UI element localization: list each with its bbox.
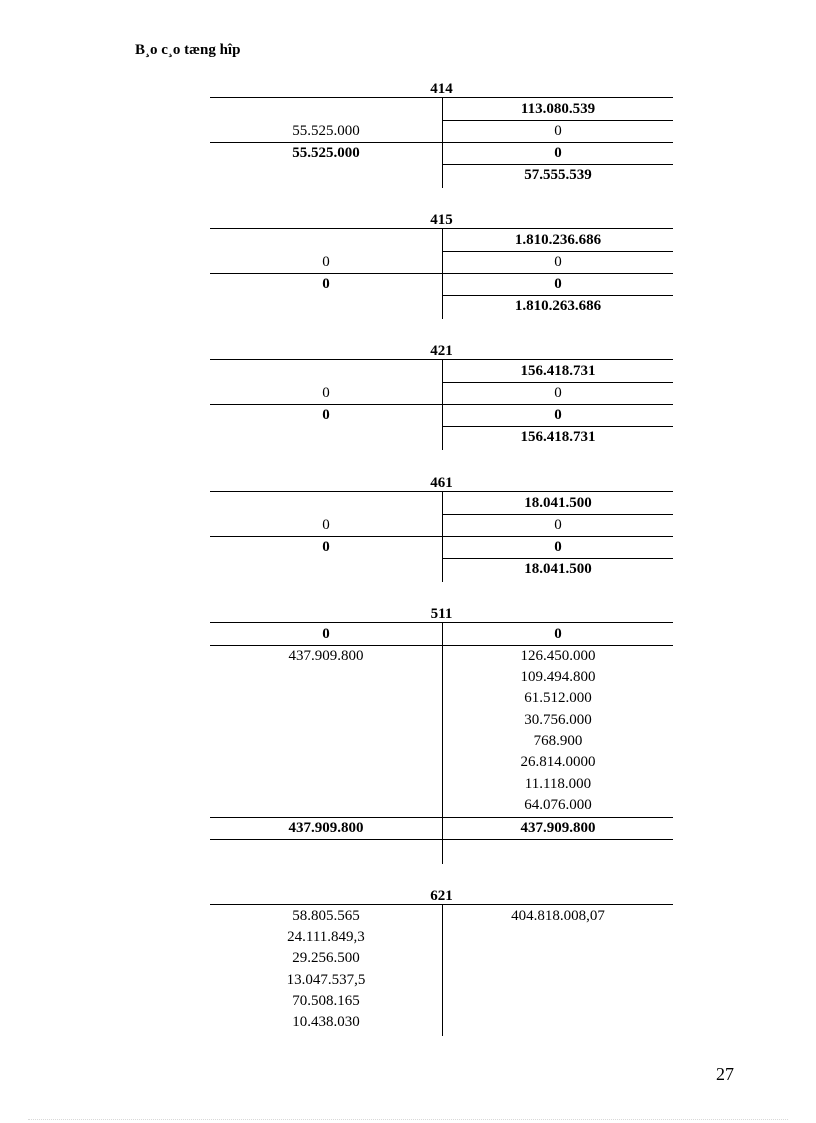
credit-entry: 0: [554, 385, 562, 401]
footer-rule: [28, 1119, 788, 1120]
credit-entry: 0: [554, 254, 562, 270]
debit-entry: 58.805.565: [292, 908, 360, 924]
debit-total: 0: [322, 539, 330, 555]
opening-balance: 156.418.731: [520, 363, 596, 379]
debit-entry: 13.047.537,5: [286, 972, 366, 988]
credit-total: 0: [554, 539, 562, 555]
opening-balance: 1.810.236.686: [514, 232, 602, 248]
t-account-621: [210, 888, 673, 1036]
account-number: 415: [210, 212, 673, 229]
credit-entry: 30.756.000: [524, 712, 592, 728]
closing-balance: 18.041.500: [524, 561, 592, 577]
credit-entry: 0: [554, 517, 562, 533]
credit-total: 0: [554, 407, 562, 423]
account-number: 414: [210, 81, 673, 98]
account-number: 461: [210, 475, 673, 492]
credit-total: 0: [554, 145, 562, 161]
debit-entry: 0: [322, 385, 330, 401]
t-account-461: [210, 475, 673, 582]
closing-balance: 57.555.539: [524, 167, 592, 183]
t-account-415: [210, 212, 673, 319]
credit-entry: 126.450.000: [520, 648, 596, 664]
credit-entry: 64.076.000: [524, 797, 592, 813]
debit-entry: 24.111.849,3: [287, 929, 365, 945]
debit-entry: 0: [322, 254, 330, 270]
debit-total: 0: [322, 407, 330, 423]
credit-entry: 26.814.0000: [520, 754, 596, 770]
t-account-421: [210, 343, 673, 450]
credit-entry: 11.118.000: [524, 776, 592, 792]
debit-entry: 437.909.800: [288, 648, 364, 664]
credit-total: 0: [554, 276, 562, 292]
closing-balance: 156.418.731: [520, 429, 596, 445]
page-number: 27: [716, 1064, 734, 1084]
debit-entry: 70.508.165: [292, 993, 360, 1009]
credit-entry: 61.512.000: [524, 690, 592, 706]
debit-entry: 0: [322, 517, 330, 533]
credit-entry: 768.900: [533, 733, 583, 749]
credit-entry: 0: [554, 123, 562, 139]
credit-total: 437.909.800: [520, 820, 596, 836]
opening-balance: 113.080.539: [520, 101, 596, 117]
t-account-511: [210, 606, 673, 864]
t-account-414: [210, 81, 673, 188]
debit-entry: 10.438.030: [292, 1014, 360, 1030]
debit-total: 0: [322, 276, 330, 292]
opening-debit: 0: [322, 626, 330, 642]
account-number: 621: [210, 888, 673, 905]
credit-entry: 109.494.800: [520, 669, 596, 685]
debit-total: 437.909.800: [288, 820, 364, 836]
debit-entry: 55.525.000: [292, 123, 360, 139]
debit-total: 55.525.000: [292, 145, 360, 161]
report-title: B¸o c¸o tæng hîp: [135, 42, 241, 58]
rule: [210, 839, 673, 840]
account-number: 421: [210, 343, 673, 360]
debit-entry: 29.256.500: [292, 950, 360, 966]
opening-balance: 18.041.500: [524, 495, 592, 511]
closing-balance: 1.810.263.686: [514, 298, 602, 314]
credit-entry: 404.818.008,07: [511, 908, 605, 924]
account-number: 511: [210, 606, 673, 623]
opening-credit: 0: [554, 626, 562, 642]
